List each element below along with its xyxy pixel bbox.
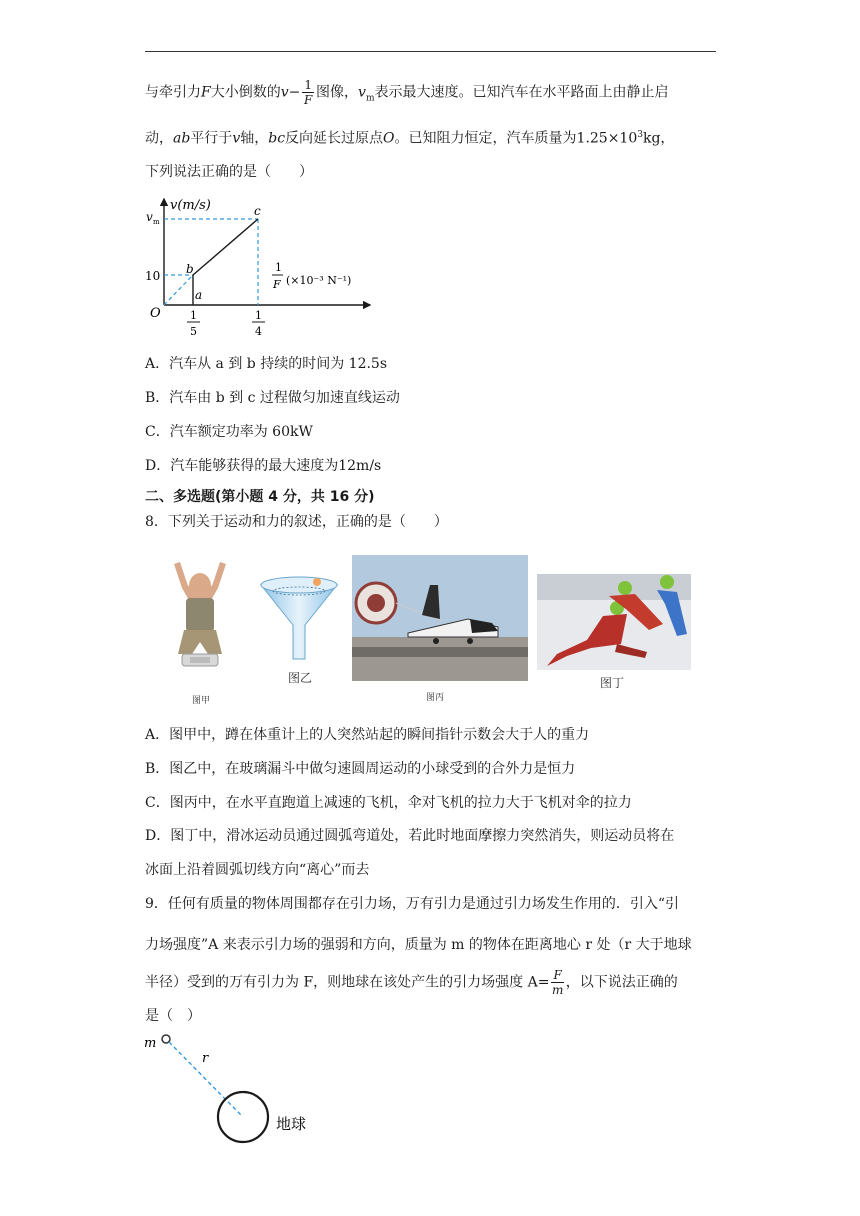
origin-b-dashed	[164, 275, 193, 305]
caption-jia: 图甲	[192, 696, 211, 706]
q9-stem-line4: 是（ ）	[145, 1008, 201, 1024]
point-b-label: b	[186, 262, 194, 276]
x-label-den: F	[273, 278, 281, 291]
point-c-label: c	[254, 204, 261, 218]
q7-fraction: $\frac{1}{F}$	[304, 78, 313, 107]
x-tick-2-num: 1	[255, 309, 262, 322]
y-tick-10: 10	[145, 269, 161, 283]
q8-option-a[interactable]: A．图甲中，蹲在体重计上的人突然站起的瞬间指针示数会大于人的重力	[145, 727, 590, 743]
caption-ding: 图丁	[600, 676, 625, 690]
figure-ding-skaters	[537, 574, 691, 670]
vm-sub: m	[153, 218, 160, 226]
x-label-unit: (×10⁻³ N⁻¹)	[286, 274, 352, 287]
r-label: r	[202, 1051, 209, 1066]
caption-yi: 图乙	[288, 671, 313, 685]
origin-label: O	[150, 306, 161, 321]
vm-label: v	[146, 210, 153, 224]
q8-option-d-cont: 冰面上沿着圆弧切线方向“离心”而去	[145, 862, 370, 878]
q7-stem-line1: 与牵引力F大小倒数的v− $\frac{1}{F}$ 图像，$v_m$表示最大速度。已知汽车在水平路面上由静止启	[145, 78, 669, 107]
x-label-num: 1	[275, 261, 282, 274]
q8-stem: 8．下列关于运动和力的叙述，正确的是（ ）	[145, 514, 448, 530]
q7-stem-line2: 动，ab平行于v轴，bc反向延长过原点O。已知阻力恒定，汽车质量为$1.25\times 10^3kg$，	[145, 130, 675, 147]
figure-jia-person-scale	[160, 558, 240, 688]
q7-option-d[interactable]: D．汽车能够获得的最大速度为12m/s	[145, 458, 382, 474]
section-heading: 二、多选题(第小题 4 分，共 16 分)	[145, 489, 375, 505]
q7-option-a[interactable]: A．汽车从 a 到 b 持续的时间为 12.5s	[145, 356, 388, 372]
q7-stem-line3: 下列说法正确的是（ ）	[145, 164, 313, 180]
q9-earth-figure	[140, 1030, 340, 1150]
header-rule	[145, 51, 716, 52]
q9-stem-line1: 9．任何有质量的物体周围都存在引力场，万有引力是通过引力场发生作用的．引入“引	[145, 896, 680, 912]
figure-yi-funnel	[258, 573, 340, 663]
earth-label: 地球	[276, 1115, 307, 1133]
caption-bing: 图丙	[426, 693, 445, 703]
q9-stem-line3: 半径）受到的万有引力为 F，则地球在该处产生的引力场强度 A= $\frac{F}{m}$ ，以下说法正确的	[145, 968, 678, 997]
q7-velocity-graph	[140, 193, 380, 343]
q9-stem-line2: 力场强度”A 来表示引力场的强弱和方向，质量为 m 的物体在距离地心 r 处（r 大于地球	[145, 937, 692, 953]
figure-bing-shuttle	[352, 555, 528, 681]
segment-bc	[193, 219, 258, 275]
earth-circle	[218, 1092, 268, 1142]
x-tick-2-den: 4	[255, 325, 262, 338]
x-tick-1-num: 1	[190, 309, 197, 322]
y-axis-label: v(m/s)	[170, 198, 211, 213]
x-tick-1-den: 5	[190, 325, 197, 338]
q8-option-d[interactable]: D．图丁中，滑冰运动员通过圆弧弯道处，若此时地面摩擦力突然消失，则运动员将在	[145, 828, 675, 844]
q7-option-b[interactable]: B．汽车由 b 到 c 过程做匀加速直线运动	[145, 390, 400, 406]
q9-fraction: $\frac{F}{m}$	[551, 968, 564, 997]
point-a-label: a	[195, 288, 203, 302]
q7-option-c[interactable]: C．汽车额定功率为 60kW	[145, 424, 313, 440]
m-label: m	[144, 1036, 157, 1051]
q8-option-b[interactable]: B．图乙中，在玻璃漏斗中做匀速圆周运动的小球受到的合外力是恒力	[145, 761, 576, 777]
q8-option-c[interactable]: C．图丙中，在水平直跑道上减速的飞机，伞对飞机的拉力大于飞机对伞的拉力	[145, 795, 632, 811]
